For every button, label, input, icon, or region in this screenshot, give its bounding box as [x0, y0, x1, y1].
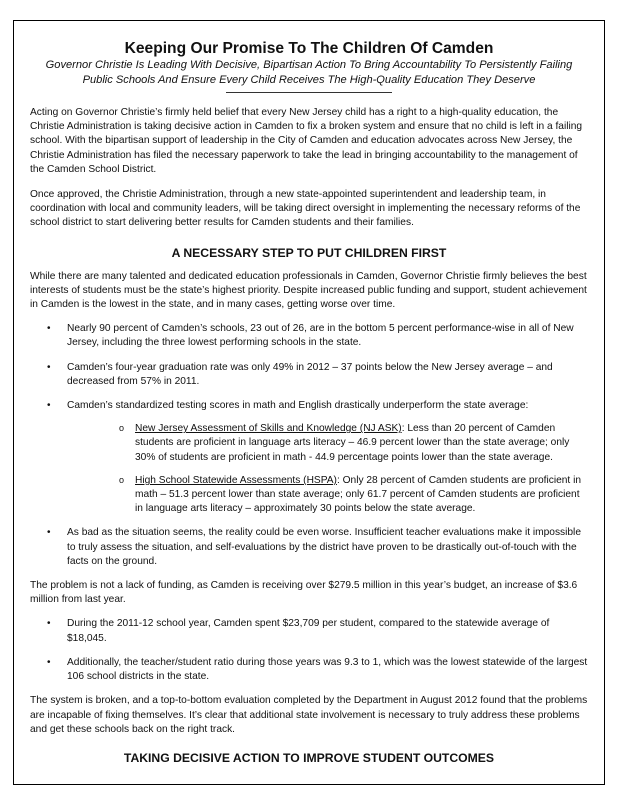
bullet-icon: • [47, 656, 51, 668]
bullet-icon: • [47, 400, 51, 412]
document-title: Keeping Our Promise To The Children Of Camden [124, 40, 494, 57]
sub-list-item [67, 474, 588, 517]
intro-paragraph: Acting on Governor Christie’s firmly held belief that every New Jersey child has a right to a high-quality education, the Christie Administration is taking decisive action in Camden to fix a broken system and ensure that no child is left in a failing school. With the bipartisan support of leadership in the City of Camden and education advocates across New Jersey, the Christie Administration has filed the necessary paperwork to take the lead in bringing accountability to the management of the Camden School District. [30, 107, 583, 175]
document-content [13, 39, 605, 766]
list-item [30, 399, 588, 516]
funding-bullet-list [30, 617, 588, 684]
achievement-paragraph: While there are many talented and dedicated education professionals in Camden, Governor Christie firmly believes the best interests of students must be the state’s highest priority. Despite increased public funding and support, student achievement in Camden is the lowest in the state, and in many cases, getting worse over time. [30, 270, 587, 311]
list-item [30, 322, 588, 350]
section-heading-children-first: A NECESSARY STEP TO PUT CHILDREN FIRST [171, 245, 447, 260]
evaluation-paragraph: The system is broken, and a top-to-bottom evaluation completed by the Department in August 2012 found that the problems are incapable of fixing themselves. It’s clear that additional state involvement is necessary to truly address these problems and get these schools back on the right track. [30, 695, 588, 735]
bullet-icon: • [47, 323, 51, 335]
bullet-icon: • [47, 527, 51, 539]
oversight-paragraph: Once approved, the Christie Administration, through a new state-appointed superintendent and leadership team, in coordination with local and community leaders, will be taking direct oversight in implementing the necessary reforms of the school district to start delivering better results for Camden students and their families. [30, 189, 581, 229]
list-item [30, 656, 588, 684]
assessment-name: New Jersey Assessment of Skills and Knowledge (NJ ASK) [135, 423, 402, 435]
testing-sub-list [67, 422, 588, 516]
achievement-bullet-list [30, 322, 588, 569]
list-item [30, 617, 588, 645]
list-item-text: Additionally, the teacher/student ratio during those years was 9.3 to 1, which was the lowest statewide of the largest 106 school districts in the state. [67, 656, 588, 683]
bullet-icon: • [47, 361, 51, 373]
section-heading-decisive-action: TAKING DECISIVE ACTION TO IMPROVE STUDENT OUTCOMES [123, 750, 495, 765]
funding-paragraph: The problem is not a lack of funding, as Camden is receiving over $279.5 million in this year’s budget, an increase of $3.6 million from last year. [30, 580, 578, 606]
title-divider [226, 92, 392, 93]
bullet-icon: • [47, 618, 51, 630]
sub-list-item-text: : Only 28 percent of Camden students are proficient in math – 51.3 percent lower than state average; only 61.7 percent of Camden students are proficient in language arts literacy – approximately 30 points below the state average. [135, 474, 582, 515]
list-item [30, 526, 588, 569]
list-item [30, 361, 588, 389]
list-item-text: Nearly 90 percent of Camden’s schools, 23 out of 26, are in the bottom 5 percent performance-wise in all of New Jersey, including the three lowest performing schools in the state. [67, 323, 574, 349]
list-item-text: As bad as the situation seems, the reality could be even worse. Insufficient teacher evaluations make it impossible to truly assess the situation, and self-evaluations by the district have proven to be drastically out-of-touch with the facts on the ground. [67, 527, 581, 567]
assessment-name: High School Statewide Assessments (HSPA) [135, 474, 337, 486]
circle-bullet-icon: o [119, 423, 125, 434]
list-item-text: Camden’s standardized testing scores in math and English drastically underperform the state average: [67, 400, 529, 412]
sub-list-item [67, 422, 588, 465]
list-item-text: During the 2011-12 school year, Camden spent $23,709 per student, compared to the statewide average of $18,045. [67, 618, 550, 644]
list-item-text: Camden’s four-year graduation rate was only 49% in 2012 – 37 points below the New Jersey average – and decreased from 57% in 2011. [67, 361, 553, 387]
document-subtitle: Governor Christie Is Leading With Decisive, Bipartisan Action To Bring Accountability To Persistently Failing Public Schools And Ensure Every Child Receives The High-Quality Education They Deserve [45, 59, 573, 86]
sub-list-item-text: : Less than 20 percent of Camden students are proficient in language arts literacy – 46.9 percent lower than the state average; only 30% of students are proficient in math - 44.9 percentage points lower than the state average. [135, 423, 570, 463]
circle-bullet-icon: o [119, 474, 125, 485]
